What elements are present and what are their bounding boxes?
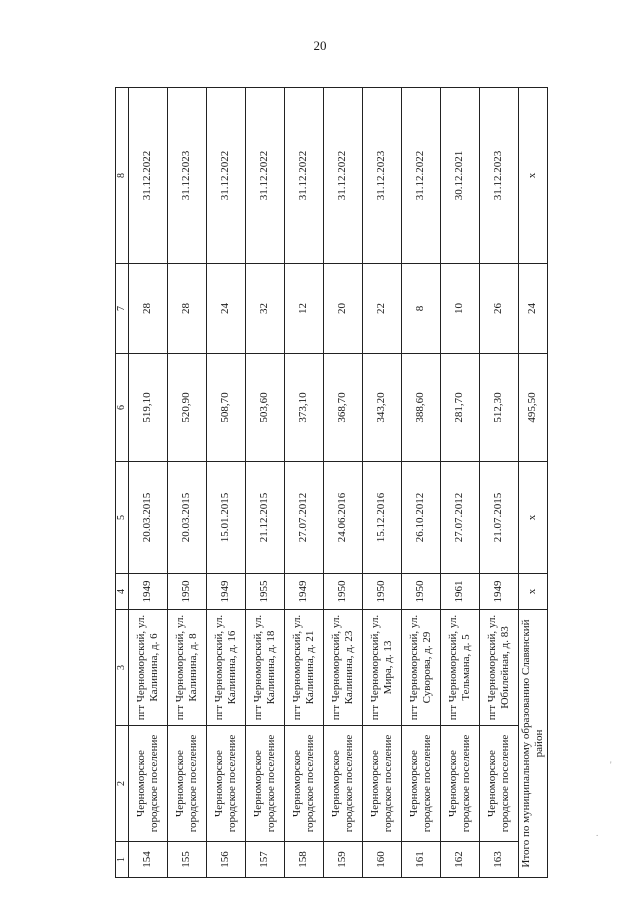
row-number-cell: 163 bbox=[479, 842, 518, 878]
deadline-cell: 31.12.2022 bbox=[323, 88, 362, 264]
scan-speck: ' bbox=[610, 760, 612, 770]
column-number: 3 bbox=[116, 610, 129, 726]
date-cell: 27.07.2012 bbox=[440, 462, 479, 574]
table-row bbox=[128, 88, 167, 878]
address-cell: пгт Черноморский, ул. Калинина, д. 16 bbox=[206, 610, 245, 726]
area-cell: 503,60 bbox=[245, 354, 284, 462]
settlement-cell: Черноморское городское поселение bbox=[167, 726, 206, 842]
scan-speck: . bbox=[596, 828, 599, 838]
deadline-cell: 31.12.2022 bbox=[401, 88, 440, 264]
settlement-cell: Черноморское городское поселение bbox=[323, 726, 362, 842]
count-cell: 12 bbox=[284, 264, 323, 354]
year-cell: 1949 bbox=[128, 574, 167, 610]
year-cell: 1950 bbox=[401, 574, 440, 610]
year-cell: 1950 bbox=[323, 574, 362, 610]
table-row bbox=[206, 88, 245, 878]
address-cell: пгт Черноморский, ул. Калинина, д. 21 bbox=[284, 610, 323, 726]
count-cell: 28 bbox=[167, 264, 206, 354]
table-row bbox=[167, 88, 206, 878]
total-deadline-cell: x bbox=[518, 88, 547, 264]
date-cell: 24.06.2016 bbox=[323, 462, 362, 574]
column-number: 1 bbox=[116, 842, 129, 878]
date-cell: 21.07.2015 bbox=[479, 462, 518, 574]
settlement-cell: Черноморское городское поселение bbox=[479, 726, 518, 842]
address-cell: пгт Черноморский, ул. Мира, д. 13 bbox=[362, 610, 401, 726]
count-cell: 20 bbox=[323, 264, 362, 354]
table-row bbox=[440, 88, 479, 878]
total-count-cell: 24 bbox=[518, 264, 547, 354]
housing-table bbox=[115, 87, 548, 878]
date-cell: 27.07.2012 bbox=[284, 462, 323, 574]
settlement-cell: Черноморское городское поселение bbox=[284, 726, 323, 842]
table-row bbox=[323, 88, 362, 878]
area-cell: 373,10 bbox=[284, 354, 323, 462]
table-row bbox=[362, 88, 401, 878]
settlement-cell: Черноморское городское поселение bbox=[245, 726, 284, 842]
column-number: 6 bbox=[116, 354, 129, 462]
year-cell: 1950 bbox=[362, 574, 401, 610]
count-cell: 8 bbox=[401, 264, 440, 354]
area-cell: 368,70 bbox=[323, 354, 362, 462]
count-cell: 10 bbox=[440, 264, 479, 354]
address-cell: пгт Черноморский, ул. Калинина, д. 6 bbox=[128, 610, 167, 726]
year-cell: 1949 bbox=[206, 574, 245, 610]
count-cell: 26 bbox=[479, 264, 518, 354]
settlement-cell: Черноморское городское поселение bbox=[401, 726, 440, 842]
address-cell: пгт Черноморский, ул. Калинина, д. 23 bbox=[323, 610, 362, 726]
column-number: 5 bbox=[116, 462, 129, 574]
area-cell: 520,90 bbox=[167, 354, 206, 462]
total-row bbox=[518, 88, 547, 878]
settlement-cell: Черноморское городское поселение bbox=[206, 726, 245, 842]
date-cell: 20.03.2015 bbox=[167, 462, 206, 574]
year-cell: 1950 bbox=[167, 574, 206, 610]
table-row bbox=[401, 88, 440, 878]
count-cell: 32 bbox=[245, 264, 284, 354]
total-label-cell: Итого по муниципальному образованию Славянский район bbox=[518, 610, 547, 878]
area-cell: 343,20 bbox=[362, 354, 401, 462]
total-date-cell: x bbox=[518, 462, 547, 574]
deadline-cell: 31.12.2023 bbox=[479, 88, 518, 264]
row-number-cell: 157 bbox=[245, 842, 284, 878]
year-cell: 1955 bbox=[245, 574, 284, 610]
address-cell: пгт Черноморский, ул. Суворова, д. 29 bbox=[401, 610, 440, 726]
count-cell: 24 bbox=[206, 264, 245, 354]
date-cell: 20.03.2015 bbox=[128, 462, 167, 574]
row-number-cell: 158 bbox=[284, 842, 323, 878]
page-number: 20 bbox=[313, 38, 327, 53]
row-number-cell: 156 bbox=[206, 842, 245, 878]
table-row bbox=[245, 88, 284, 878]
date-cell: 21.12.2015 bbox=[245, 462, 284, 574]
year-cell: 1949 bbox=[284, 574, 323, 610]
settlement-cell: Черноморское городское поселение bbox=[362, 726, 401, 842]
settlement-cell: Черноморское городское поселение bbox=[440, 726, 479, 842]
settlement-cell: Черноморское городское поселение bbox=[128, 726, 167, 842]
rotated-table-container bbox=[115, 88, 545, 878]
date-cell: 26.10.2012 bbox=[401, 462, 440, 574]
row-number-cell: 155 bbox=[167, 842, 206, 878]
address-cell: пгт Черноморский, ул. Юбилейная, д. 83 bbox=[479, 610, 518, 726]
column-number-row bbox=[116, 88, 129, 878]
address-cell: пгт Черноморский, ул. Тельмана, д. 5 bbox=[440, 610, 479, 726]
deadline-cell: 31.12.2022 bbox=[245, 88, 284, 264]
deadline-cell: 31.12.2023 bbox=[362, 88, 401, 264]
area-cell: 281,70 bbox=[440, 354, 479, 462]
table-body bbox=[128, 88, 547, 878]
deadline-cell: 31.12.2022 bbox=[284, 88, 323, 264]
year-cell: 1961 bbox=[440, 574, 479, 610]
column-number: 2 bbox=[116, 726, 129, 842]
area-cell: 508,70 bbox=[206, 354, 245, 462]
column-number: 8 bbox=[116, 88, 129, 264]
date-cell: 15.12.2016 bbox=[362, 462, 401, 574]
row-number-cell: 162 bbox=[440, 842, 479, 878]
count-cell: 28 bbox=[128, 264, 167, 354]
address-cell: пгт Черноморский, ул. Калинина, д. 18 bbox=[245, 610, 284, 726]
total-area-cell: 495,50 bbox=[518, 354, 547, 462]
row-number-cell: 159 bbox=[323, 842, 362, 878]
total-year-cell: x bbox=[518, 574, 547, 610]
row-number-cell: 154 bbox=[128, 842, 167, 878]
column-number: 4 bbox=[116, 574, 129, 610]
count-cell: 22 bbox=[362, 264, 401, 354]
address-cell: пгт Черноморский, ул. Калинина, д. 8 bbox=[167, 610, 206, 726]
row-number-cell: 160 bbox=[362, 842, 401, 878]
year-cell: 1949 bbox=[479, 574, 518, 610]
deadline-cell: 31.12.2022 bbox=[206, 88, 245, 264]
table-row bbox=[284, 88, 323, 878]
deadline-cell: 30.12.2021 bbox=[440, 88, 479, 264]
area-cell: 388,60 bbox=[401, 354, 440, 462]
deadline-cell: 31.12.2022 bbox=[128, 88, 167, 264]
area-cell: 519,10 bbox=[128, 354, 167, 462]
date-cell: 15.01.2015 bbox=[206, 462, 245, 574]
table-row bbox=[479, 88, 518, 878]
area-cell: 512,30 bbox=[479, 354, 518, 462]
row-number-cell: 161 bbox=[401, 842, 440, 878]
deadline-cell: 31.12.2023 bbox=[167, 88, 206, 264]
column-number: 7 bbox=[116, 264, 129, 354]
